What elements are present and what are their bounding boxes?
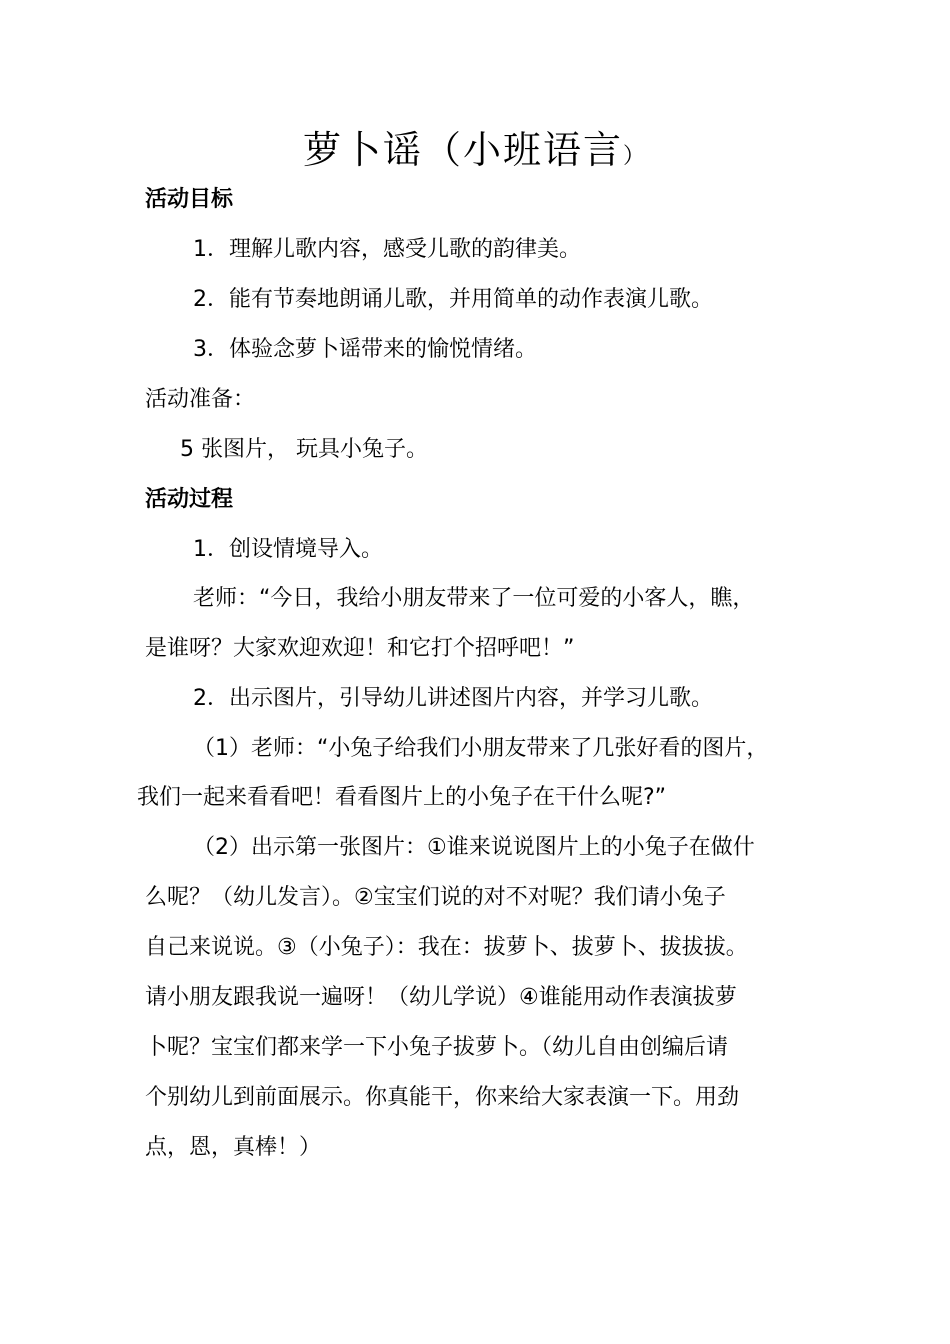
goal-1: 1．理解儿歌内容，感受儿歌的韵律美。 <box>193 237 581 262</box>
step-2b-line-5: 卜呢？宝宝们都来学一下小兔子拔萝卜。（幼儿自由创编后请 <box>145 1035 729 1060</box>
title-main: 萝卜谣（小班语言 <box>302 128 623 172</box>
step-2a-line-1: （1）老师：“小兔子给我们小朋友带来了几张好看的图片， <box>193 736 769 761</box>
heading-prep: 活动准备： <box>145 387 256 412</box>
step-2: 2．出示图片，引导幼儿讲述图片内容，并学习儿歌。 <box>193 686 713 711</box>
heading-process: 活动过程 <box>145 487 234 512</box>
page-title <box>0 124 950 183</box>
heading-goals: 活动目标 <box>145 187 234 212</box>
prep-text: 5 张图片， 玩具小兔子。 <box>180 437 428 462</box>
step-2b-line-6: 个别幼儿到前面展示。你真能干，你来给大家表演一下。用劲 <box>145 1085 740 1110</box>
step-2a-line-2: 我们一起来看看吧！看看图片上的小兔子在干什么呢?” <box>137 785 667 810</box>
step-2b-line-1: （2）出示第一张图片：①谁来说说图片上的小兔子在做什 <box>193 835 755 860</box>
goal-3: 3．体验念萝卜谣带来的愉悦情绪。 <box>193 337 537 362</box>
step-2b-line-7: 点，恩，真棒！） <box>145 1135 322 1160</box>
title-close-paren: ） <box>623 144 648 169</box>
step-2b-line-4: 请小朋友跟我说一遍呀！（幼儿学说）④谁能用动作表演拔萝 <box>145 985 737 1010</box>
step-1-line-2: 是谁呀？大家欢迎欢迎！和它打个招呼吧！” <box>145 636 575 661</box>
step-2b-line-3: 自己来说说。③（小兔子）：我在：拔萝卜、拔萝卜、拔拔拔。 <box>145 935 748 960</box>
step-1: 1．创设情境导入。 <box>193 537 383 562</box>
goal-2: 2．能有节奏地朗诵儿歌，并用简单的动作表演儿歌。 <box>193 287 713 312</box>
step-2b-line-2: 么呢？（幼儿发言）。②宝宝们说的对不对呢？我们请小兔子 <box>145 885 726 910</box>
step-1-line-1: 老师：“今日，我给小朋友带来了一位可爱的小客人，瞧， <box>193 586 755 611</box>
